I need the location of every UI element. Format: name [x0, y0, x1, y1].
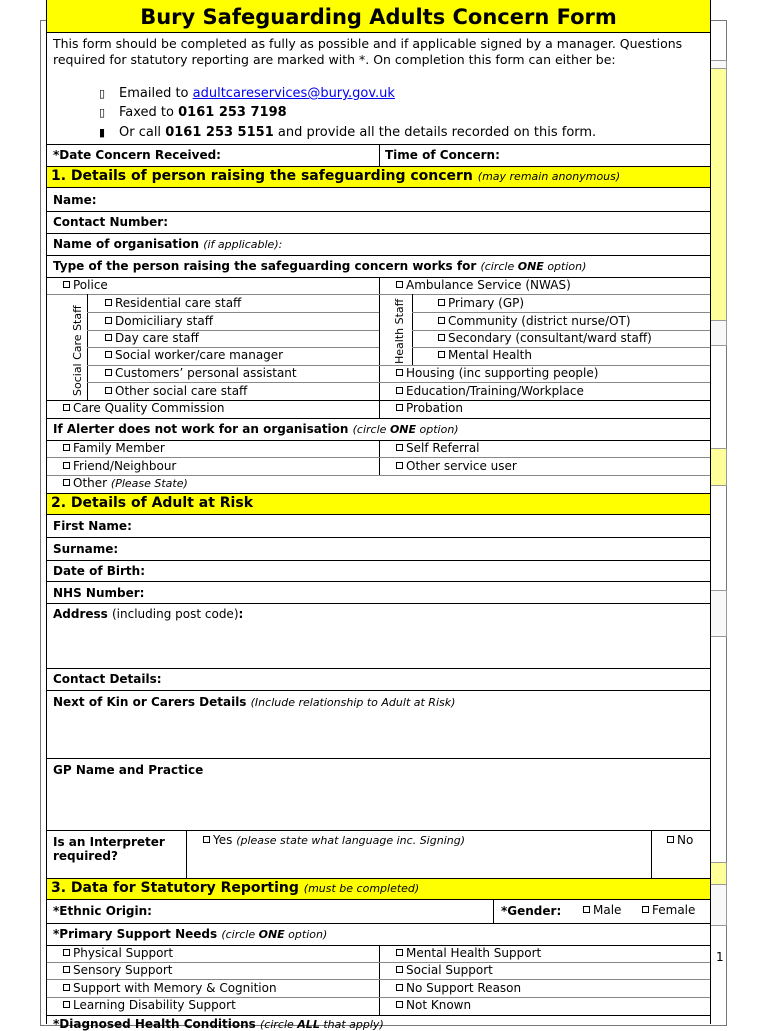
checkbox-icon — [396, 984, 403, 991]
support-note-one: ONE — [258, 928, 285, 941]
option-support-left-3[interactable] — [63, 998, 236, 1012]
option-label: Ambulance Service (NWAS) — [406, 278, 571, 292]
section1-title: 1. Details of person raising the safeguarding concern — [51, 168, 473, 184]
checkbox-icon — [105, 351, 112, 358]
option-label: Mental Health Support — [406, 946, 542, 960]
option-support-right-0[interactable] — [396, 946, 541, 960]
nhs-number-field[interactable]: NHS Number: — [53, 586, 145, 600]
section3-header — [47, 878, 710, 900]
row-divider — [47, 418, 710, 419]
alerter-note-pre: (circle — [352, 423, 390, 436]
phone-number: 0161 253 5151 — [165, 125, 274, 140]
type-label — [53, 259, 586, 273]
option-support-right-3[interactable] — [396, 998, 471, 1012]
option-label: Physical Support — [73, 946, 174, 960]
option-social-care-5[interactable] — [105, 384, 247, 398]
dob-field[interactable]: Date of Birth: — [53, 564, 146, 578]
alerter-note-one: ONE — [389, 423, 417, 436]
fax-line — [99, 105, 287, 120]
row-divider — [47, 294, 710, 295]
checkbox-icon — [203, 836, 210, 843]
checkbox-icon — [63, 479, 70, 486]
faxed-prefix: Faxed to — [119, 105, 179, 120]
option-social-care-4[interactable] — [105, 366, 297, 380]
kin-note: (Include relationship to Adult at Risk) — [250, 696, 456, 709]
divider — [379, 144, 380, 166]
row-divider — [47, 668, 710, 669]
column-divider — [186, 830, 187, 878]
background-highlight — [709, 448, 727, 486]
option-label: Day care staff — [115, 331, 199, 345]
option-label: Social Support — [406, 963, 493, 977]
fax-number: 0161 253 7198 — [178, 105, 287, 120]
page-number: 1 — [716, 950, 724, 964]
option-label: No Support Reason — [406, 981, 522, 995]
checkbox-icon — [438, 351, 445, 358]
address-note: (including post code) — [112, 607, 239, 621]
option-label: Primary (GP) — [448, 296, 525, 310]
option-health-2[interactable] — [438, 331, 652, 345]
option-label: Domiciliary staff — [115, 314, 213, 328]
option-label: Family Member — [73, 441, 165, 455]
checkbox-icon — [642, 906, 649, 913]
checkbox-icon — [105, 299, 112, 306]
option-label: Sensory Support — [73, 963, 173, 977]
row-divider — [47, 758, 710, 759]
option-label: Housing (inc supporting people) — [406, 366, 599, 380]
row-divider — [47, 581, 710, 582]
checkbox-icon — [396, 281, 403, 288]
option-ambulance[interactable] — [396, 278, 571, 292]
option-label: Secondary (consultant/ward staff) — [448, 331, 652, 345]
background-strip — [709, 884, 727, 926]
row-divider — [87, 312, 379, 313]
bullet-icon: ▮ — [99, 126, 106, 139]
diagnosed-note-post: that apply) — [319, 1018, 384, 1031]
column-divider — [493, 900, 494, 923]
option-interpreter-no[interactable] — [667, 833, 693, 847]
support-needs-label — [53, 927, 327, 941]
background-highlight — [709, 862, 727, 886]
type-note-pre: (circle — [480, 260, 518, 273]
phone-line — [99, 125, 596, 140]
checkbox-icon — [63, 984, 70, 991]
checkbox-icon — [63, 462, 70, 469]
checkbox-icon — [667, 836, 674, 843]
option-label: Education/Training/Workplace — [406, 384, 584, 398]
option-other[interactable] — [63, 476, 188, 490]
other-note: (Please State) — [110, 477, 188, 490]
row-divider — [47, 560, 710, 561]
concern-form — [46, 0, 711, 1031]
option-label: Probation — [406, 401, 463, 415]
checkbox-icon — [396, 1001, 403, 1008]
row-divider — [47, 690, 710, 691]
email-line — [99, 86, 395, 101]
alerter-label-text: If Alerter does not work for an organisation — [53, 422, 349, 436]
option-female[interactable] — [642, 903, 695, 917]
option-social-care-2[interactable] — [105, 331, 199, 345]
option-label: Female — [652, 903, 696, 917]
gender-label: *Gender: — [501, 904, 562, 918]
row-divider — [47, 537, 710, 538]
option-label: Other service user — [406, 459, 517, 473]
checkbox-icon — [396, 462, 403, 469]
background-strip — [709, 590, 727, 637]
gp-field[interactable]: GP Name and Practice — [53, 763, 204, 777]
section1-header — [47, 166, 710, 188]
option-health-0[interactable] — [438, 296, 524, 310]
checkbox-icon — [583, 906, 590, 913]
option-cqc[interactable] — [63, 401, 225, 415]
row-divider — [47, 979, 710, 980]
option-family[interactable] — [63, 441, 165, 455]
option-label: Care Quality Commission — [73, 401, 225, 415]
checkbox-icon — [105, 317, 112, 324]
interpreter-label: Is an Interpreter required? — [53, 835, 165, 863]
checkbox-icon — [63, 1001, 70, 1008]
checkbox-icon — [105, 369, 112, 376]
type-note-one: ONE — [517, 260, 544, 273]
option-health-1[interactable] — [438, 314, 631, 328]
option-friend[interactable] — [63, 459, 176, 473]
diagnosed-note-all: ALL — [297, 1018, 320, 1031]
emailed-prefix: Emailed to — [119, 86, 193, 101]
row-divider — [47, 830, 710, 831]
option-label: Support with Memory & Cognition — [73, 981, 277, 995]
surname-field[interactable]: Surname: — [53, 542, 119, 556]
next-of-kin-field[interactable] — [53, 695, 455, 709]
row-divider — [379, 382, 710, 383]
support-note-post: option) — [284, 928, 328, 941]
option-label: Yes — [213, 833, 233, 847]
section2-title: 2. Details of Adult at Risk — [51, 495, 254, 511]
date-received-field[interactable]: *Date Concern Received: — [53, 148, 221, 162]
name-field[interactable]: Name: — [53, 193, 97, 207]
column-divider — [379, 945, 380, 1015]
contact-number-field[interactable]: Contact Number: — [53, 215, 168, 229]
alerter-note-post: option) — [416, 423, 459, 436]
option-health-3[interactable] — [438, 348, 532, 362]
option-support-right-2[interactable] — [396, 981, 521, 995]
kin-label: Next of Kin or Carers Details — [53, 695, 247, 709]
option-label: Social worker/care manager — [115, 348, 284, 362]
address-label: Address — [53, 607, 108, 621]
support-note-pre: (circle — [221, 928, 259, 941]
social-care-staff-label: Social Care Staff — [71, 305, 84, 396]
option-support-right-1[interactable] — [396, 963, 493, 977]
alerter-label — [53, 422, 459, 436]
option-support-left-0[interactable] — [63, 946, 173, 960]
option-support-left-1[interactable] — [63, 963, 173, 977]
option-probation[interactable] — [396, 401, 463, 415]
option-social-care-3[interactable] — [105, 348, 283, 362]
section3-note: (must be completed) — [303, 882, 420, 895]
option-social-care-0[interactable] — [105, 296, 241, 310]
bullet-icon: ▯ — [99, 106, 106, 119]
checkbox-icon — [63, 949, 70, 956]
checkbox-icon — [438, 299, 445, 306]
time-of-concern-field[interactable]: Time of Concern: — [385, 148, 500, 162]
intro-text: This form should be completed as fully as possible and if applicable signed by a manager. Questions required for statutory reporting are marked with *. On completion this form can either be: — [53, 36, 683, 67]
form-title: Bury Safeguarding Adults Concern Form — [47, 0, 710, 33]
type-label-text: Type of the person raising the safeguarding concern works for — [53, 259, 477, 273]
checkbox-icon — [396, 387, 403, 394]
section1-note: (may remain anonymous) — [477, 170, 621, 183]
option-self-referral[interactable] — [396, 441, 480, 455]
option-label: Self Referral — [406, 441, 480, 455]
checkbox-icon — [438, 334, 445, 341]
checkbox-icon — [396, 444, 403, 451]
diagnosed-note-pre: (circle — [260, 1018, 298, 1031]
column-divider — [379, 277, 380, 418]
diagnosed-label-text: *Diagnosed Health Conditions — [53, 1017, 256, 1031]
option-interpreter-yes[interactable] — [203, 833, 465, 847]
organisation-note: (if applicable): — [203, 238, 283, 251]
row-divider — [47, 923, 710, 924]
organisation-field[interactable] — [53, 237, 282, 251]
background-highlight — [709, 68, 727, 340]
row-divider — [47, 211, 710, 212]
column-divider — [651, 830, 652, 878]
row-divider — [47, 457, 710, 458]
option-housing[interactable] — [396, 366, 598, 380]
checkbox-icon — [63, 444, 70, 451]
option-label: Community (district nurse/OT) — [448, 314, 631, 328]
type-note-post: option) — [543, 260, 587, 273]
row-divider — [87, 382, 379, 383]
option-police[interactable] — [63, 278, 108, 292]
checkbox-icon — [438, 317, 445, 324]
option-label: Other social care staff — [115, 384, 248, 398]
option-male[interactable] — [583, 903, 621, 917]
checkbox-icon — [63, 404, 70, 411]
checkbox-icon — [396, 966, 403, 973]
ethnic-origin-field[interactable]: *Ethnic Origin: — [53, 904, 152, 918]
row-divider — [47, 1015, 710, 1016]
checkbox-icon — [396, 404, 403, 411]
checkbox-icon — [105, 334, 112, 341]
call-prefix: Or call — [119, 125, 166, 140]
option-other-user[interactable] — [396, 459, 517, 473]
health-staff-label: Health Staff — [393, 298, 406, 364]
option-label: Male — [593, 903, 622, 917]
call-suffix: and provide all the details recorded on this form. — [273, 125, 597, 140]
address-field[interactable]: Address (including post code): — [53, 607, 244, 621]
checkbox-icon — [396, 949, 403, 956]
option-support-left-2[interactable] — [63, 981, 277, 995]
row-divider — [47, 255, 710, 256]
bullet-icon: ▯ — [99, 87, 106, 100]
checkbox-icon — [105, 387, 112, 394]
option-education[interactable] — [396, 384, 584, 398]
option-label: Learning Disability Support — [73, 998, 236, 1012]
option-label: Not Known — [406, 998, 472, 1012]
row-divider — [47, 603, 710, 604]
option-label: Friend/Neighbour — [73, 459, 177, 473]
option-social-care-1[interactable] — [105, 314, 213, 328]
row-divider — [47, 233, 710, 234]
support-label-text: *Primary Support Needs — [53, 927, 218, 941]
background-strip — [709, 320, 727, 346]
contact-details-field[interactable]: Contact Details: — [53, 672, 162, 686]
option-label: Other — [73, 476, 108, 490]
row-divider — [412, 312, 710, 313]
checkbox-icon — [396, 369, 403, 376]
option-label: No — [677, 833, 694, 847]
email-link[interactable]: adultcareservices@bury.gov.uk — [192, 86, 395, 101]
section3-title: 3. Data for Statutory Reporting — [51, 880, 299, 896]
option-label: Mental Health — [448, 348, 532, 362]
organisation-label: Name of organisation — [53, 237, 199, 251]
first-name-field[interactable]: First Name: — [53, 519, 132, 533]
yes-note: (please state what language inc. Signing) — [236, 834, 465, 847]
checkbox-icon — [63, 281, 70, 288]
section2-header — [47, 493, 710, 515]
option-label: Residential care staff — [115, 296, 242, 310]
checkbox-icon — [63, 966, 70, 973]
diagnosed-conditions-label — [53, 1017, 384, 1031]
option-label: Police — [73, 278, 108, 292]
option-label: Customers’ personal assistant — [115, 366, 297, 380]
